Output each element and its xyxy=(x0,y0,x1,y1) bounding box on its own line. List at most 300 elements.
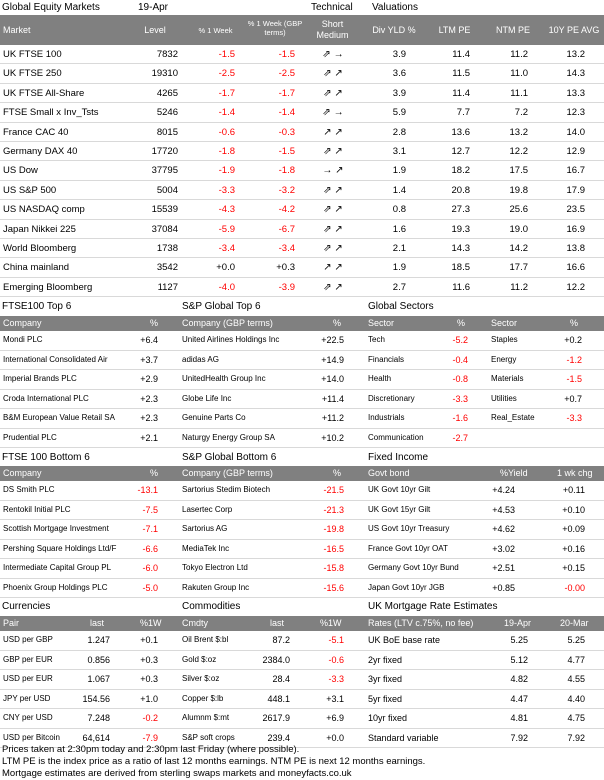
currency-pair: GBP per EUR xyxy=(3,654,53,664)
level-value: 1738 xyxy=(156,243,178,254)
currency-pair: CNY per USD xyxy=(3,713,53,722)
mortgage-rate-prior: 4.75 xyxy=(567,713,585,723)
pe-avg: 13.8 xyxy=(566,243,585,254)
trend-arrows-icon: ⇗ ↗ xyxy=(323,281,343,293)
h-1w: %1W xyxy=(140,618,162,628)
week-change-gbp: +0.3 xyxy=(276,262,295,274)
commodity-name: S&P soft crops xyxy=(182,732,235,742)
sector-name: Financials xyxy=(368,354,405,364)
sector-name: Discretionary xyxy=(368,393,415,403)
sector-name: Industrials xyxy=(368,413,405,422)
footer-note-2: LTM PE is the index price as a ratio of last 12 months earnings. NTM PE is next 12 months earnings. xyxy=(2,756,426,767)
week-change: -1.8 xyxy=(218,146,235,157)
currency-last: 0.856 xyxy=(87,654,110,665)
level-value: 7832 xyxy=(156,49,178,60)
ltm-pe: 11.4 xyxy=(452,87,470,99)
market-name: Germany DAX 40 xyxy=(3,146,78,157)
ltm-pe: 11.6 xyxy=(452,281,470,293)
trend-arrows-icon: ⇗ → xyxy=(322,49,344,60)
h-sector: Sector xyxy=(368,318,395,328)
week-change-gbp: -0.3 xyxy=(278,126,295,138)
equity-row xyxy=(0,181,604,200)
market-name: Emerging Bloomberg xyxy=(3,281,93,293)
top6-row xyxy=(0,351,604,371)
fx-header-row xyxy=(0,616,604,631)
bottom6-row xyxy=(0,520,604,540)
ftse-top-company: Imperial Brands PLC xyxy=(3,374,77,383)
commodity-last: 2617.9 xyxy=(262,713,290,723)
sector-pct: -0.8 xyxy=(452,374,468,384)
h-div-yld: Div YLD % xyxy=(372,25,416,35)
h-short-medium: Short Medium xyxy=(316,19,349,40)
sector-name: Energy xyxy=(491,354,517,364)
commodity-week: -0.6 xyxy=(328,654,344,665)
ftse-bottom-company: DS Smith PLC xyxy=(3,485,55,494)
mortgage-rate-name: UK BoE base rate xyxy=(368,635,441,645)
commodity-last: 2384.0 xyxy=(262,654,290,665)
ltm-pe: 27.3 xyxy=(451,204,470,216)
ftse-top-company: Mondi PLC xyxy=(3,335,43,344)
level-value: 15539 xyxy=(151,204,178,216)
commodity-name: Copper $:lb xyxy=(182,693,224,703)
h-sector: Sector xyxy=(491,318,518,328)
currency-week: +0.3 xyxy=(140,674,158,684)
currency-week: +0.1 xyxy=(140,635,158,645)
govt-bond-name: UK Govt 10yr Gilt xyxy=(368,485,431,494)
currency-last: 1.247 xyxy=(87,635,110,645)
h-rates: Rates (LTV c.75%, no fee) xyxy=(368,618,474,628)
h-govt-bond: Govt bond xyxy=(368,468,410,478)
week-change: +0.0 xyxy=(216,262,235,274)
commodity-name: Alumnm $:mt xyxy=(182,713,230,722)
ftse-top-company: Prudential PLC xyxy=(3,432,57,442)
h-pct: % xyxy=(150,318,159,328)
ftse-top-pct: +2.3 xyxy=(140,413,158,423)
h-cmdty: Cmdty xyxy=(182,618,209,628)
equity-row xyxy=(0,278,604,297)
sp-top-pct: +22.5 xyxy=(321,335,344,345)
week-change: -0.6 xyxy=(218,126,235,138)
week-change-gbp: -3.9 xyxy=(278,281,295,293)
h-1wk-chg: 1 wk chg xyxy=(557,468,593,478)
level-value: 19310 xyxy=(151,68,178,80)
sp-bottom6-title: S&P Global Bottom 6 xyxy=(182,452,277,463)
commodity-last: 87.2 xyxy=(272,635,290,645)
sp-bottom-company: Sartorius AG xyxy=(182,524,228,533)
market-name: US S&P 500 xyxy=(3,184,57,196)
level-value: 17720 xyxy=(151,146,178,157)
market-name: UK FTSE 250 xyxy=(3,68,62,80)
currency-pair: USD per GBP xyxy=(3,635,53,644)
h-company-gbp: Company (GBP terms) xyxy=(182,468,273,478)
sp-top-company: Naturgy Energy Group SA xyxy=(182,432,275,442)
sector-pct: -3.3 xyxy=(452,393,468,404)
h-10y-pe-avg: 10Y PE AVG xyxy=(548,25,600,35)
trend-arrows-icon: → ↗ xyxy=(322,165,344,177)
level-value: 5246 xyxy=(156,107,178,119)
govt-bond-name: Japan Govt 10yr JGB xyxy=(368,582,445,592)
ftse-top-company: B&M European Value Retail SA xyxy=(3,413,115,422)
bottom6-row xyxy=(0,579,604,599)
ltm-pe: 18.2 xyxy=(451,165,470,177)
level-value: 1127 xyxy=(157,281,178,293)
bottom6-header-row xyxy=(0,466,604,481)
h-pct: % xyxy=(333,318,342,328)
h-1w: %1W xyxy=(320,618,342,628)
ftse-bottom-pct: -6.6 xyxy=(142,543,158,554)
ltm-pe: 14.3 xyxy=(451,243,470,254)
mortgage-rate-prior: 5.25 xyxy=(567,635,585,645)
global-sectors-title: Global Sectors xyxy=(368,301,434,312)
equity-header-row xyxy=(0,15,604,45)
h-1week-gbp: % 1 Week (GBP terms) xyxy=(247,19,303,37)
equity-title: Global Equity Markets xyxy=(2,2,100,13)
bond-yield: +2.51 xyxy=(492,563,515,573)
h-company-gbp: Company (GBP terms) xyxy=(182,318,273,328)
h-pct: % xyxy=(150,468,159,478)
div-yield: 3.9 xyxy=(392,87,406,99)
commodity-name: Oil Brent $:bl xyxy=(182,635,229,644)
bottom6-row xyxy=(0,540,604,560)
trend-arrows-icon: ⇗ → xyxy=(322,107,344,119)
pe-avg: 16.7 xyxy=(566,165,585,177)
fx-row xyxy=(0,651,604,671)
top6-row xyxy=(0,409,604,429)
sp-bottom-pct: -21.5 xyxy=(323,485,344,495)
ftse-top6-title: FTSE100 Top 6 xyxy=(2,301,72,312)
week-change: -1.5 xyxy=(218,49,235,60)
ltm-pe: 20.8 xyxy=(451,184,470,196)
market-name: World Bloomberg xyxy=(3,243,77,254)
h-pct: % xyxy=(457,318,466,328)
commodity-week: +0.0 xyxy=(326,732,344,743)
week-change: -1.9 xyxy=(218,165,235,177)
currency-last: 1.067 xyxy=(87,674,110,684)
fixed-income-title: Fixed Income xyxy=(368,452,429,463)
ltm-pe: 7.7 xyxy=(456,107,470,119)
bond-change: -0.00 xyxy=(564,582,585,593)
sector-pct: +0.2 xyxy=(564,335,582,345)
h-last: last xyxy=(90,618,105,628)
div-yield: 0.8 xyxy=(392,204,406,216)
ftse-bottom-company: Scottish Mortgage Investment xyxy=(3,524,109,533)
footer-note-1: Prices taken at 2:30pm today and 2:30pm last Friday (where possible). xyxy=(2,744,300,755)
sp-top-pct: +11.4 xyxy=(321,393,344,404)
div-yield: 1.6 xyxy=(392,223,406,235)
ftse-bottom-pct: -7.1 xyxy=(142,524,158,534)
pe-avg: 12.9 xyxy=(566,146,585,157)
currency-week: +1.0 xyxy=(140,693,158,704)
div-yield: 2.1 xyxy=(392,243,406,254)
mortgage-rate-current: 4.82 xyxy=(510,674,528,684)
trend-arrows-icon: ⇗ ↗ xyxy=(323,146,343,157)
ftse-top-company: Croda International PLC xyxy=(3,393,89,403)
h-company: Company xyxy=(3,318,42,328)
market-name: UK FTSE All-Share xyxy=(3,87,85,99)
h-pct: % xyxy=(333,468,342,478)
currency-week: +0.3 xyxy=(140,654,158,665)
h-last: last xyxy=(270,618,285,628)
div-yield: 2.7 xyxy=(392,281,406,293)
ntm-pe: 17.7 xyxy=(509,262,528,274)
week-change-gbp: -1.5 xyxy=(278,146,295,157)
market-name: China mainland xyxy=(3,262,70,274)
ftse-bottom-pct: -6.0 xyxy=(142,563,158,573)
govt-bond-name: France Govt 10yr OAT xyxy=(368,543,448,553)
market-name: US Dow xyxy=(3,165,38,177)
ntm-pe: 11.2 xyxy=(510,49,528,60)
ltm-pe: 19.3 xyxy=(451,223,470,235)
week-change-gbp: -1.7 xyxy=(278,87,295,99)
currency-last: 7.248 xyxy=(87,713,110,723)
ftse-top-pct: +3.7 xyxy=(140,354,158,365)
div-yield: 1.9 xyxy=(392,262,406,274)
trend-arrows-icon: ⇗ ↗ xyxy=(323,184,343,196)
commodity-week: +6.9 xyxy=(326,713,344,723)
bond-change: +0.11 xyxy=(562,485,585,495)
week-change: -4.0 xyxy=(218,281,235,293)
sp-bottom-pct: -16.5 xyxy=(323,543,344,554)
h-date1: 19-Apr xyxy=(504,618,532,628)
sector-name: Utilities xyxy=(491,393,517,403)
level-value: 37795 xyxy=(151,165,178,177)
bottom6-row xyxy=(0,501,604,521)
equity-row xyxy=(0,200,604,219)
valuations-label: Valuations xyxy=(372,2,418,13)
equity-row xyxy=(0,220,604,239)
bond-change: +0.16 xyxy=(562,543,585,554)
ftse-bottom-pct: -5.0 xyxy=(142,582,158,593)
week-change: -3.3 xyxy=(218,184,235,196)
week-change: -4.3 xyxy=(218,204,235,216)
ntm-pe: 12.2 xyxy=(509,146,528,157)
market-name: US NASDAQ comp xyxy=(3,204,85,216)
week-change-gbp: -2.5 xyxy=(278,68,295,80)
pe-avg: 12.3 xyxy=(566,107,585,119)
mortgage-rate-current: 5.12 xyxy=(510,654,528,665)
ftse-top-pct: +6.4 xyxy=(140,335,158,345)
ltm-pe: 11.4 xyxy=(452,49,470,60)
sp-bottom-company: MediaTek Inc xyxy=(182,543,230,553)
week-change-gbp: -6.7 xyxy=(278,223,295,235)
sp-bottom-pct: -19.8 xyxy=(323,524,344,534)
trend-arrows-icon: ↗ ↗ xyxy=(323,262,343,274)
sector-name: Staples xyxy=(491,335,518,344)
mortgage-rate-prior: 7.92 xyxy=(567,732,585,743)
pe-avg: 23.5 xyxy=(566,204,585,216)
trend-arrows-icon: ⇗ ↗ xyxy=(323,243,343,254)
h-date2: 20-Mar xyxy=(560,618,589,628)
week-change-gbp: -3.4 xyxy=(278,243,295,254)
bottom6-row xyxy=(0,481,604,501)
div-yield: 1.9 xyxy=(392,165,406,177)
trend-arrows-icon: ⇗ ↗ xyxy=(323,204,343,216)
mortgage-rate-prior: 4.77 xyxy=(567,654,585,665)
fx-row xyxy=(0,670,604,690)
div-yield: 3.9 xyxy=(392,49,406,60)
sector-pct: -1.6 xyxy=(452,413,468,423)
ftse-bottom-pct: -7.5 xyxy=(142,504,158,515)
sector-pct: +0.7 xyxy=(564,393,582,404)
commodities-title: Commodities xyxy=(182,601,241,612)
commodity-last: 239.4 xyxy=(267,732,290,743)
ntm-pe: 19.8 xyxy=(509,184,528,196)
ftse-bottom-company: Pershing Square Holdings Ltd/F xyxy=(3,543,117,553)
week-change: -1.4 xyxy=(218,107,235,119)
ftse-bottom-company: Rentokil Initial PLC xyxy=(3,504,71,514)
commodity-name: Silver $:oz xyxy=(182,674,220,683)
pe-avg: 12.2 xyxy=(566,281,585,293)
mortgage-rate-current: 5.25 xyxy=(510,635,528,645)
market-name: UK FTSE 100 xyxy=(3,49,62,60)
trend-arrows-icon: ⇗ ↗ xyxy=(323,68,343,80)
mortgage-rate-name: Standard variable xyxy=(368,732,439,743)
ntm-pe: 11.1 xyxy=(510,87,528,99)
week-change: -2.5 xyxy=(218,68,235,80)
mortgage-rate-current: 4.81 xyxy=(510,713,528,723)
h-pair: Pair xyxy=(3,618,20,628)
h-pct: % xyxy=(570,318,579,328)
h-ntm-pe: NTM PE xyxy=(495,25,530,35)
footer-note-3: Mortgage estimates are derived from sterling swaps markets and moneyfacts.co.uk xyxy=(2,768,352,779)
sector-name: Real_Estate xyxy=(491,413,535,422)
level-value: 4265 xyxy=(156,87,178,99)
sp-bottom-company: Rakuten Group Inc xyxy=(182,582,250,592)
ntm-pe: 25.6 xyxy=(509,204,528,216)
equity-row xyxy=(0,123,604,142)
ltm-pe: 11.5 xyxy=(452,68,470,80)
trend-arrows-icon: ⇗ ↗ xyxy=(323,223,343,235)
commodity-week: -5.1 xyxy=(328,635,344,645)
fx-row xyxy=(0,631,604,651)
sector-pct: -1.2 xyxy=(566,354,582,365)
mortgage-title: UK Mortgage Rate Estimates xyxy=(368,601,498,612)
commodity-week: +3.1 xyxy=(326,693,344,704)
technical-label: Technical xyxy=(311,2,353,13)
equity-date: 19-Apr xyxy=(138,2,169,13)
sp-bottom-company: Lasertec Corp xyxy=(182,504,233,514)
ntm-pe: 11.0 xyxy=(510,68,528,80)
currency-week: -0.2 xyxy=(142,713,158,723)
div-yield: 3.1 xyxy=(392,146,406,157)
ftse-bottom6-title: FTSE 100 Bottom 6 xyxy=(2,452,90,463)
trend-arrows-icon: ⇗ ↗ xyxy=(323,87,343,99)
bond-change: +0.15 xyxy=(562,563,585,573)
ltm-pe: 18.5 xyxy=(451,262,470,274)
h-yield: %Yield xyxy=(500,468,528,478)
commodity-name: Gold $:oz xyxy=(182,654,217,664)
mortgage-rate-current: 4.47 xyxy=(510,693,528,704)
bond-change: +0.09 xyxy=(562,524,585,534)
mortgage-rate-name: 5yr fixed xyxy=(368,693,403,704)
market-name: FTSE Small x Inv_Tsts xyxy=(3,107,99,119)
pe-avg: 16.6 xyxy=(566,262,585,274)
bond-change: +0.10 xyxy=(562,504,585,515)
sp-top-pct: +10.2 xyxy=(321,432,344,443)
currency-last: 64,614 xyxy=(82,732,110,743)
trend-arrows-icon: ↗ ↗ xyxy=(323,126,343,138)
mortgage-rate-name: 2yr fixed xyxy=(368,654,403,665)
week-change: -5.9 xyxy=(218,223,235,235)
div-yield: 2.8 xyxy=(392,126,406,138)
pe-avg: 14.0 xyxy=(566,126,585,138)
sector-pct: -3.3 xyxy=(566,413,582,423)
ftse-bottom-company: Intermediate Capital Group PL xyxy=(3,563,112,572)
commodity-last: 448.1 xyxy=(267,693,290,704)
currency-last: 154.56 xyxy=(82,693,110,704)
ftse-top-company: International Consolidated Air xyxy=(3,354,108,364)
h-company: Company xyxy=(3,468,42,478)
h-ltm-pe: LTM PE xyxy=(438,25,471,35)
sp-top-company: UnitedHealth Group Inc xyxy=(182,374,266,383)
sp-top-company: adidas AG xyxy=(182,354,219,364)
sector-name: Tech xyxy=(368,335,385,344)
level-value: 8015 xyxy=(156,126,178,138)
week-change-gbp: -1.8 xyxy=(278,165,295,177)
level-value: 5004 xyxy=(156,184,178,196)
sp-bottom-pct: -15.6 xyxy=(323,582,344,593)
h-1week: % 1 Week xyxy=(198,26,233,35)
sector-name: Health xyxy=(368,374,392,383)
h-market: Market xyxy=(3,25,31,35)
ltm-pe: 12.7 xyxy=(451,146,470,157)
currency-week: -7.9 xyxy=(142,732,158,743)
bottom6-row xyxy=(0,559,604,579)
sp-bottom-pct: -21.3 xyxy=(323,504,344,515)
ftse-top-pct: +2.9 xyxy=(140,374,158,384)
currency-pair: JPY per USD xyxy=(3,693,51,703)
sector-pct: -2.7 xyxy=(452,432,468,443)
sp-top-company: United Airlines Holdings Inc xyxy=(182,335,280,344)
bond-yield: +4.24 xyxy=(492,485,515,495)
equity-row xyxy=(0,142,604,161)
pe-avg: 13.2 xyxy=(566,49,585,60)
top6-row xyxy=(0,331,604,351)
bond-yield: +3.02 xyxy=(492,543,515,554)
equity-row xyxy=(0,258,604,277)
div-yield: 1.4 xyxy=(392,184,406,196)
equity-row xyxy=(0,161,604,180)
week-change-gbp: -3.2 xyxy=(278,184,295,196)
top6-row xyxy=(0,370,604,390)
sp-bottom-company: Tokyo Electron Ltd xyxy=(182,563,248,572)
sector-name: Materials xyxy=(491,374,524,383)
sp-top6-title: S&P Global Top 6 xyxy=(182,301,261,312)
div-yield: 3.6 xyxy=(392,68,406,80)
level-value: 37084 xyxy=(151,223,178,235)
bond-yield: +4.53 xyxy=(492,504,515,515)
commodity-week: -3.3 xyxy=(328,674,344,684)
mortgage-rate-current: 7.92 xyxy=(510,732,528,743)
week-change-gbp: -1.4 xyxy=(278,107,295,119)
equity-row xyxy=(0,84,604,103)
market-name: Japan Nikkei 225 xyxy=(3,223,76,235)
mortgage-rate-prior: 4.55 xyxy=(567,674,585,684)
div-yield: 5.9 xyxy=(392,107,406,119)
sp-top-company: Genuine Parts Co xyxy=(182,413,246,422)
mortgage-rate-name: 10yr fixed xyxy=(368,713,408,723)
govt-bond-name: UK Govt 15yr Gilt xyxy=(368,504,431,514)
commodity-last: 28.4 xyxy=(272,674,290,684)
week-change-gbp: -1.5 xyxy=(278,49,295,60)
govt-bond-name: Germany Govt 10yr Bund xyxy=(368,563,459,572)
week-change-gbp: -4.2 xyxy=(278,204,295,216)
equity-row xyxy=(0,64,604,83)
ntm-pe: 14.2 xyxy=(509,243,528,254)
sp-top-pct: +14.9 xyxy=(321,354,344,365)
ntm-pe: 17.5 xyxy=(509,165,528,177)
fx-row xyxy=(0,690,604,710)
